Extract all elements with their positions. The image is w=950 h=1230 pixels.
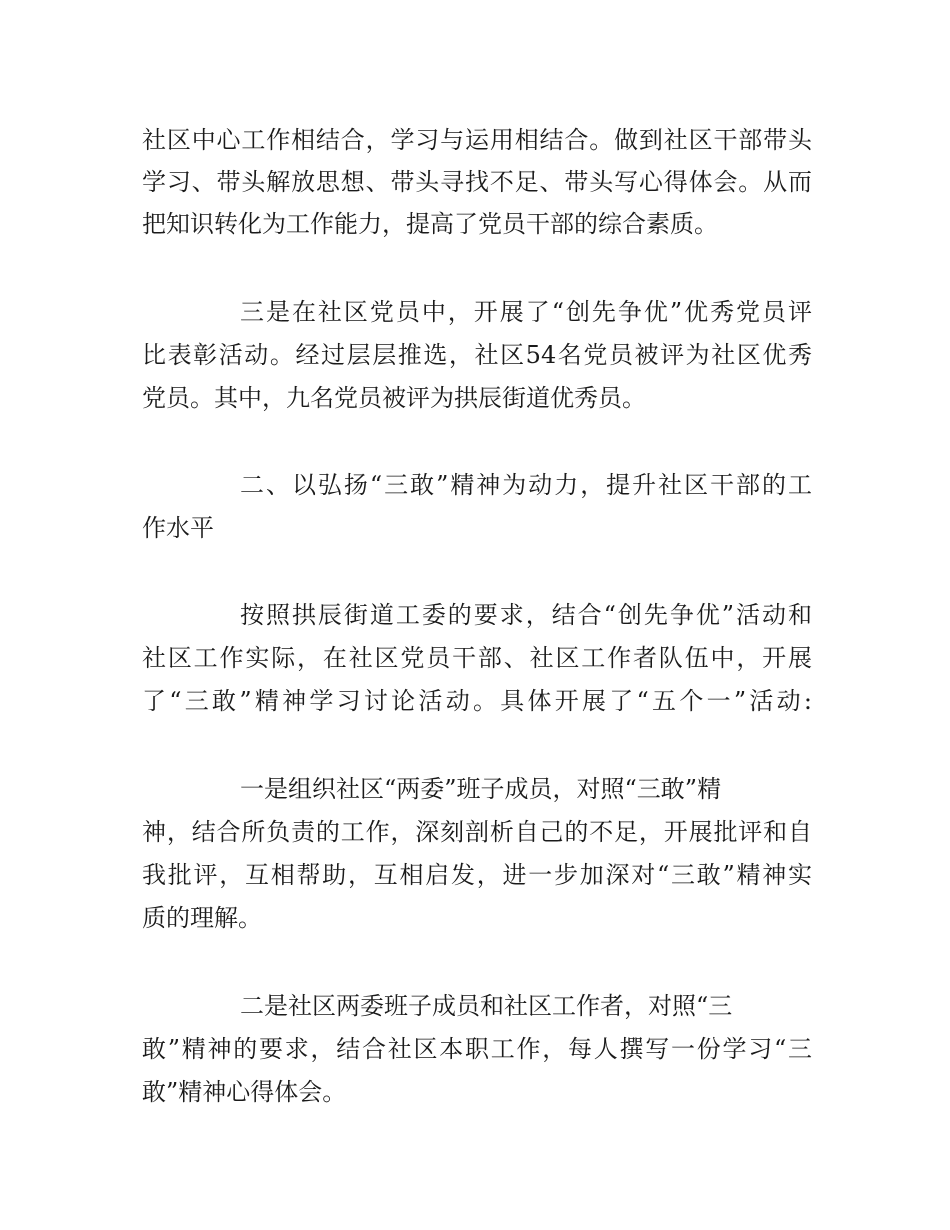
paragraph-5-line-1: 二是社区两委班子成员和社区工作者，对照“三	[240, 992, 733, 1020]
paragraph-5-line-3: 敢”精神心得体会。	[142, 1078, 347, 1106]
section-heading-line-1: 二、以弘扬“三敢”精神为动力，提升社区干部的工	[240, 471, 812, 499]
paragraph-1-line-3: 把知识转化为工作能力，提高了党员干部的综合素质。	[142, 210, 718, 238]
paragraph-3-line-2: 社区工作实际，在社区党员干部、社区工作者队伍中，开展	[142, 644, 812, 672]
paragraph-1-line-1: 社区中心工作相结合，学习与运用相结合。做到社区干部带头	[142, 126, 812, 154]
paragraph-3-line-1: 按照拱辰街道工委的要求，结合“创先争优”活动和	[240, 601, 812, 629]
paragraph-1-line-2: 学习、带头解放思想、带头寻找不足、带头写心得体会。从而	[142, 168, 812, 196]
paragraph-4-line-1: 一是组织社区“两委”班子成员，对照“三敢”精	[240, 775, 722, 803]
paragraph-5-line-2: 敢”精神的要求，结合社区本职工作，每人撰写一份学习“三	[142, 1035, 812, 1063]
paragraph-3-line-3: 了“三敢”精神学习讨论活动。具体开展了“五个一”活动:	[142, 687, 812, 715]
paragraph-4-line-4: 质的理解。	[142, 904, 262, 932]
paragraph-4-line-2: 神，结合所负责的工作，深刻剖析自己的不足，开展批评和自	[142, 818, 812, 846]
paragraph-2-line-1: 三是在社区党员中，开展了“创先争优”优秀党员评	[240, 298, 812, 326]
section-heading-line-2: 作水平	[142, 514, 214, 542]
paragraph-2-line-3: 党员。其中，九名党员被评为拱辰街道优秀员。	[142, 384, 646, 412]
paragraph-2-line-2: 比表彰活动。经过层层推选，社区54名党员被评为社区优秀	[142, 341, 812, 369]
paragraph-4-line-3: 我批评，互相帮助，互相启发，进一步加深对“三敢”精神实	[142, 861, 812, 889]
